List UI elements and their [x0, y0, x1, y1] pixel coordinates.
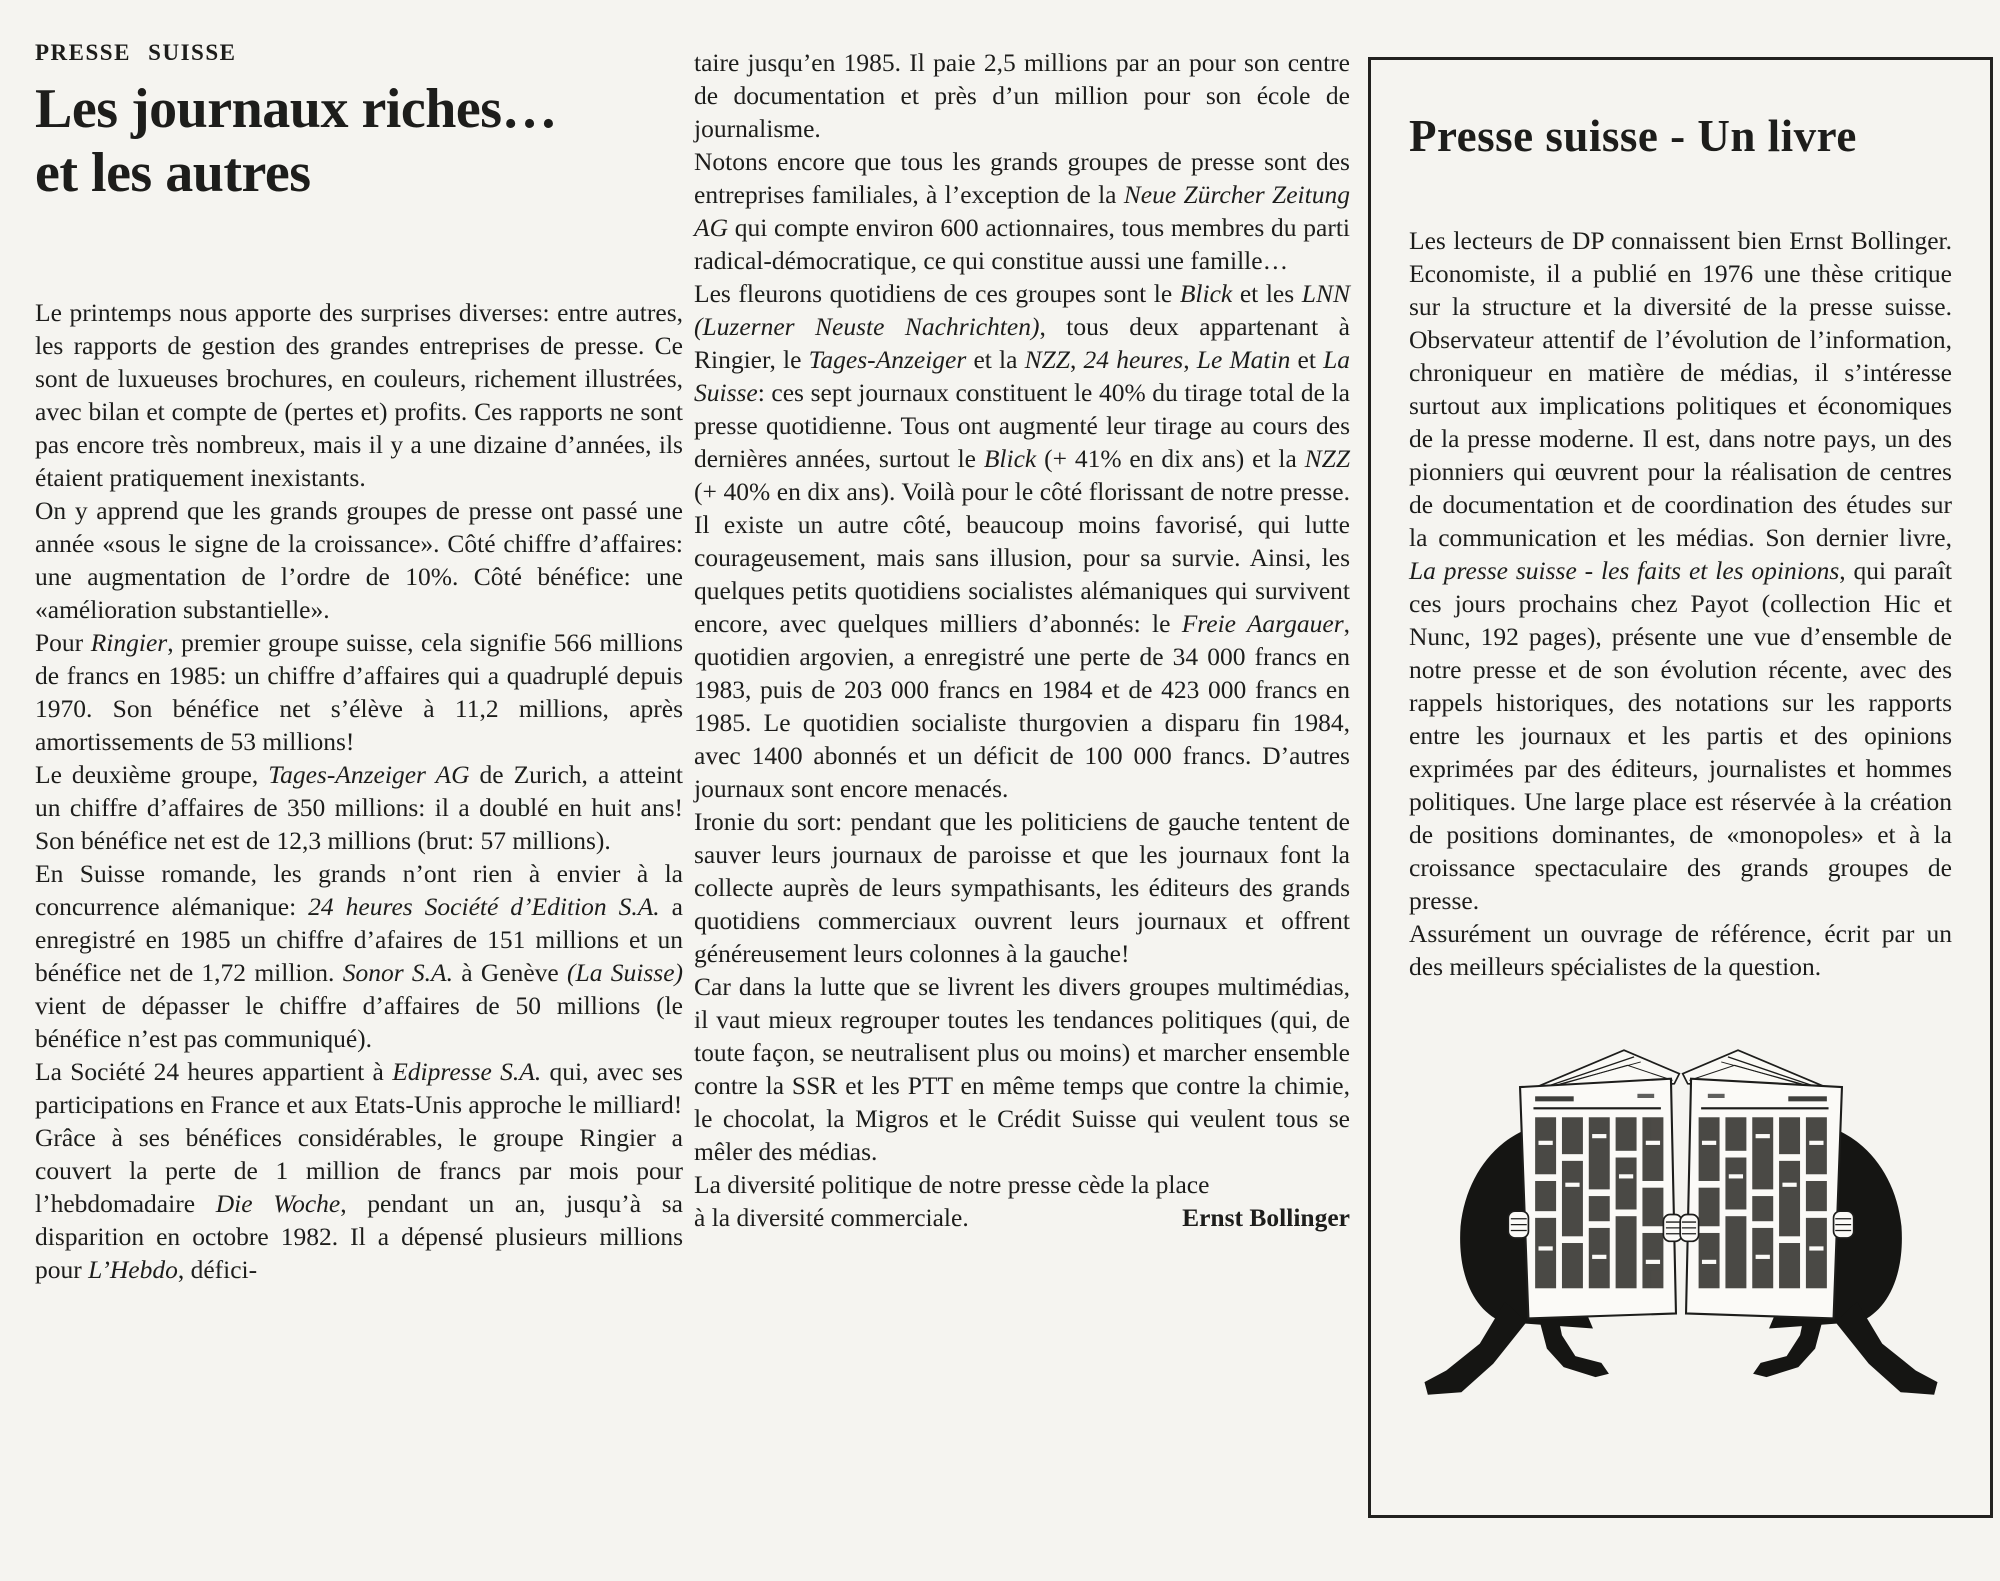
- paragraph: La Société 24 heures appartient à Edipresse S.A. qui, avec ses participations en France et aux Etats-Unis approche le milliard!: [35, 1056, 683, 1119]
- paragraph: Le printemps nous apporte des surprises diverses: entre autres, les rapports de gestion des grandes entreprises de presse. Ce sont de luxueuses brochures, en couleurs, richement illustrées, avec bilan et compte de (pertes et) profits. Ces rapports ne sont pas encore très nombreux, mais il y a une dizaine d’années, ils étaient pratiquement inexistants.: [35, 297, 683, 492]
- sidebar-title: Presse suisse - Un livre: [1409, 111, 1857, 161]
- sidebar-body: [1409, 224, 1952, 983]
- paragraph: On y apprend que les grands groupes de presse ont passé une année «sous le signe de la croissance». Côté chiffre d’affaires: une augmentation de l’ordre de 10%. Côté bénéfice: une «amélioration substantielle».: [35, 495, 683, 624]
- paragraph: Pour Ringier, premier groupe suisse, cela signifie 566 millions de francs en 1985: un chiffre d’affaires qui a quadruplé depuis 1970. Son bénéfice net s’élève à 11,2 millions, après amortissements de 53 millions!: [35, 627, 683, 756]
- headline: [35, 78, 683, 206]
- paragraph: Assurément un ouvrage de référence, écrit par un des meilleurs spécialistes de la question.: [1409, 919, 1952, 981]
- newspaper-readers-illustration: [1409, 1015, 1952, 1414]
- headline-line-1: Les journaux riches…: [35, 78, 557, 140]
- article-column-2: [694, 40, 1350, 1234]
- paragraph: Le deuxième groupe, Tages-Anzeiger AG de Zurich, a atteint un chiffre d’affaires de 350 millions: il a doublé en huit ans! Son bénéfice net est de 12,3 millions (brut: 57 millions).: [35, 759, 683, 855]
- newspaper-readers-svg: [1421, 1015, 1941, 1409]
- sidebar-box: [1368, 57, 1993, 1518]
- article-column-1: [35, 40, 683, 1286]
- paragraph: Grâce à ses bénéfices considérables, le groupe Ringier a couvert la perte de 1 million de francs par mois pour l’hebdomadaire Die Woche, pendant un an, jusqu’à sa disparition en octobre 1982. Il a dépensé plusieurs millions pour L’Hebdo, défici-: [35, 1122, 684, 1284]
- headline-line-2: et les autres: [35, 141, 311, 204]
- paragraph: Notons encore que tous les grands groupes de presse sont des entreprises familiales, à l’exception de la Neue Zürcher Zeitung AG qui compte environ 600 actionnaires, tous membres du parti radical-démocratique, ce qui constitue aussi une famille…: [694, 147, 1350, 275]
- paragraph: Car dans la lutte que se livrent les divers groupes multimédias, il vaut mieux regrouper toutes les tendances politiques (qui, de toute façon, se neutralisent plus ou moins) et marcher ensemble contre la SSR et les PTT en même temps que contre la chimie, le chocolat, la Migros et le Crédit Suisse qui veulent tous se mêler des médias.: [694, 972, 1350, 1166]
- paragraph: La diversité politique de notre presse cède la place: [694, 1170, 1210, 1199]
- paragraph: taire jusqu’en 1985. Il paie 2,5 millions par an pour son centre de documentation et près d’un million pour son école de journalisme.: [694, 48, 1350, 143]
- paragraph: Les fleurons quotidiens de ces groupes sont le Blick et les LNN (Luzerner Neuste Nachrichten), tous deux appartenant à Ringier, le Tages-Anzeiger et la NZZ, 24 heures, Le Matin et La Suisse: ces sept journaux constituent le 40% du tirage total de la presse quotidienne. Tous ont augmenté leur tirage au cours des dernières années, surtout le Blick (+ 41% en dix ans) et la NZZ (+ 40% en dix ans). Voilà pour le côté florissant de notre presse. Il existe un autre côté, beaucoup moins favorisé, qui lutte courageusement, mais sans illusion, pour sa survie. Ainsi, les quelques petits quotidiens socialistes alémaniques qui survivent encore, avec quelques milliers d’abonnés: le Freie Aargauer, quotidien argovien, a enregistré une perte de 34 000 francs en 1983, puis de 203 000 francs en 1984 et de 423 000 francs en 1985. Le quotidien socialiste thurgovien a disparu fin 1984, avec 1400 abonnés et un déficit de 100 000 francs. D’autres journaux sont encore menacés.: [694, 279, 1351, 803]
- paragraph: Ironie du sort: pendant que les politiciens de gauche tentent de sauver leurs journaux de paroisse et que les journaux font la collecte auprès de leurs sympathisants, les éditeurs des grands quotidiens commerciaux ouvrent leurs journaux et offrent généreusement leurs colonnes à la gauche!: [694, 807, 1350, 968]
- paragraph: Les lecteurs de DP connaissent bien Ernst Bollinger. Economiste, il a publié en 1976 une thèse critique sur la structure et la diversité de la presse suisse. Observateur attentif de l’évolution de l’information, chroniqueur en matière de médias, il s’intéresse surtout aux implications politiques et économiques de la presse moderne. Il est, dans notre pays, un des pionniers qui œuvrent pour la réalisation de centres de documentation et de coordination des études sur la communication et les médias. Son dernier livre, La presse suisse - les faits et les opinions, qui paraît ces jours prochains chez Payot (collection Hic et Nunc, 192 pages), présente une vue d’ensemble de notre presse et de son évolution récente, avec des rappels historiques, des notations sur les rapports entre les journaux et les partis et des opinions exprimées par des éditeurs, journalistes et hommes politiques. Une large place est réservée à la création de positions dominantes, de «monopoles» et à la croissance spectaculaire des grands groupes de presse.: [1409, 226, 1952, 915]
- article-body-col1: [35, 296, 683, 1286]
- closing-text: à la diversité commerciale.: [694, 1203, 969, 1232]
- article-body-col2: [694, 46, 1350, 1201]
- paragraph: En Suisse romande, les grands n’ont rien à envier à la concurrence alémanique: 24 heures Société d’Edition S.A. a enregistré en 1985 un chiffre d’afaires de 151 millions et un bénéfice net de 1,72 million. Sonor S.A. à Genève (La Suisse) vient de dépasser le chiffre d’affaires de 50 millions (le bénéfice n’est pas communiqué).: [35, 858, 683, 1053]
- author-signature: Ernst Bollinger: [1182, 1203, 1350, 1232]
- kicker: PRESSE SUISSE: [35, 40, 237, 65]
- closing-line: [694, 1201, 1350, 1234]
